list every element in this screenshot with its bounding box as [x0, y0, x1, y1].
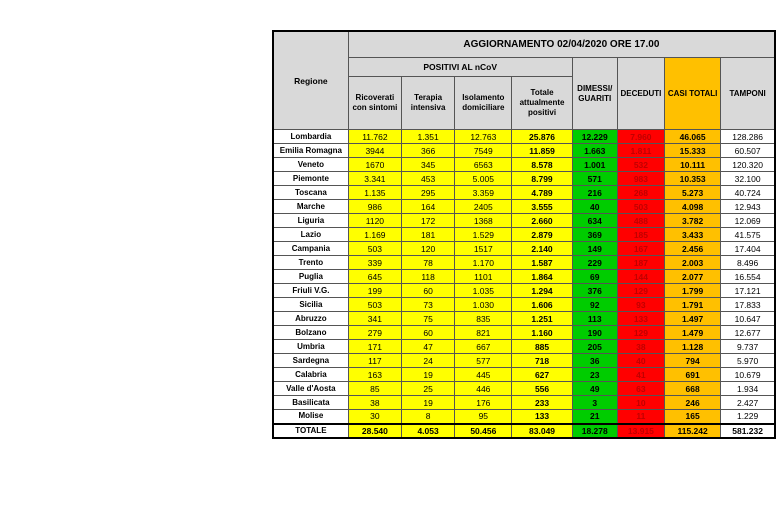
cell-terapia: 78 [402, 256, 455, 270]
table-row [273, 396, 775, 410]
cell-casi: 5.273 [665, 186, 721, 200]
cell-casi: 2.456 [665, 242, 721, 256]
table-row [273, 214, 775, 228]
cell-tamponi: 12.069 [721, 214, 775, 228]
cell-totale: 11.859 [512, 144, 572, 158]
region-name: Calabria [273, 368, 348, 382]
table-row [273, 158, 775, 172]
cell-terapia: 60 [402, 326, 455, 340]
col-header-isolamento: Isolamento domiciliare [455, 77, 512, 130]
region-name: Trento [273, 256, 348, 270]
table-body [273, 130, 775, 424]
cell-totale: 2.140 [512, 242, 572, 256]
totals-row [273, 424, 775, 438]
cell-isolamento: 577 [455, 354, 512, 368]
cell-dimessi: 229 [572, 256, 617, 270]
region-name: Friuli V.G. [273, 284, 348, 298]
cell-casi: 3.782 [665, 214, 721, 228]
col-header-dimessi: DIMESSI/ GUARITI [572, 58, 617, 130]
cell-casi: 165 [665, 410, 721, 424]
cell-deceduti: 983 [617, 172, 664, 186]
cell-casi: 1.799 [665, 284, 721, 298]
cell-tamponi: 2.427 [721, 396, 775, 410]
totals-dimessi: 18.278 [572, 424, 617, 438]
cell-isolamento: 12.763 [455, 130, 512, 144]
cell-dimessi: 205 [572, 340, 617, 354]
cell-dimessi: 113 [572, 312, 617, 326]
cell-casi: 2.003 [665, 256, 721, 270]
cell-totale: 2.879 [512, 228, 572, 242]
cell-totale: 1.251 [512, 312, 572, 326]
region-name: Veneto [273, 158, 348, 172]
cell-dimessi: 190 [572, 326, 617, 340]
cell-ricoverati: 11.762 [348, 130, 401, 144]
cell-deceduti: 7.960 [617, 130, 664, 144]
cell-tamponi: 41.575 [721, 228, 775, 242]
cell-ricoverati: 279 [348, 326, 401, 340]
cell-tamponi: 32.100 [721, 172, 775, 186]
region-name: Toscana [273, 186, 348, 200]
cell-ricoverati: 645 [348, 270, 401, 284]
cell-isolamento: 1101 [455, 270, 512, 284]
col-header-totale-positivi: Totale attualmente positivi [512, 77, 572, 130]
cell-deceduti: 10 [617, 396, 664, 410]
cell-ricoverati: 3.341 [348, 172, 401, 186]
cell-ricoverati: 503 [348, 298, 401, 312]
cell-tamponi: 40.724 [721, 186, 775, 200]
cell-totale: 556 [512, 382, 572, 396]
cell-terapia: 118 [402, 270, 455, 284]
cell-deceduti: 133 [617, 312, 664, 326]
region-name: Basilicata [273, 396, 348, 410]
cell-casi: 4.098 [665, 200, 721, 214]
cell-dimessi: 3 [572, 396, 617, 410]
cell-dimessi: 369 [572, 228, 617, 242]
cell-terapia: 181 [402, 228, 455, 242]
cell-tamponi: 17.121 [721, 284, 775, 298]
cell-deceduti: 532 [617, 158, 664, 172]
cell-terapia: 25 [402, 382, 455, 396]
cell-isolamento: 3.359 [455, 186, 512, 200]
cell-dimessi: 634 [572, 214, 617, 228]
totals-casi: 115.242 [665, 424, 721, 438]
cell-ricoverati: 199 [348, 284, 401, 298]
cell-isolamento: 1.030 [455, 298, 512, 312]
region-name: Umbria [273, 340, 348, 354]
cell-ricoverati: 30 [348, 410, 401, 424]
cell-totale: 233 [512, 396, 572, 410]
cell-casi: 668 [665, 382, 721, 396]
cell-tamponi: 17.833 [721, 298, 775, 312]
cell-casi: 10.353 [665, 172, 721, 186]
totals-totale: 83.049 [512, 424, 572, 438]
region-name: Lazio [273, 228, 348, 242]
cell-casi: 246 [665, 396, 721, 410]
cell-casi: 1.479 [665, 326, 721, 340]
cell-totale: 627 [512, 368, 572, 382]
cell-terapia: 73 [402, 298, 455, 312]
totals-isolamento: 50.456 [455, 424, 512, 438]
cell-dimessi: 1.663 [572, 144, 617, 158]
cell-terapia: 60 [402, 284, 455, 298]
cell-ricoverati: 1.169 [348, 228, 401, 242]
positives-group-header: POSITIVI AL nCoV [348, 58, 572, 77]
table-row [273, 326, 775, 340]
cell-dimessi: 69 [572, 270, 617, 284]
table-row [273, 368, 775, 382]
table-row [273, 130, 775, 144]
cell-tamponi: 5.970 [721, 354, 775, 368]
cell-isolamento: 445 [455, 368, 512, 382]
cell-tamponi: 17.404 [721, 242, 775, 256]
table-row [273, 354, 775, 368]
cell-tamponi: 12.677 [721, 326, 775, 340]
cell-totale: 4.789 [512, 186, 572, 200]
region-name: Sicilia [273, 298, 348, 312]
cell-tamponi: 60.507 [721, 144, 775, 158]
region-name: Emilia Romagna [273, 144, 348, 158]
cell-terapia: 8 [402, 410, 455, 424]
cell-ricoverati: 117 [348, 354, 401, 368]
cell-dimessi: 40 [572, 200, 617, 214]
table-row [273, 270, 775, 284]
cell-isolamento: 5.005 [455, 172, 512, 186]
cell-isolamento: 95 [455, 410, 512, 424]
table-row [273, 144, 775, 158]
cell-casi: 15.333 [665, 144, 721, 158]
cell-dimessi: 21 [572, 410, 617, 424]
cell-dimessi: 49 [572, 382, 617, 396]
cell-ricoverati: 986 [348, 200, 401, 214]
cell-ricoverati: 3944 [348, 144, 401, 158]
col-header-tamponi: TAMPONI [721, 58, 775, 130]
region-name: Molise [273, 410, 348, 424]
col-header-ricoverati: Ricoverati con sintomi [348, 77, 401, 130]
region-name: Marche [273, 200, 348, 214]
cell-isolamento: 667 [455, 340, 512, 354]
cell-tamponi: 10.679 [721, 368, 775, 382]
col-header-casi-totali: CASI TOTALI [665, 58, 721, 130]
cell-casi: 1.128 [665, 340, 721, 354]
cell-isolamento: 1368 [455, 214, 512, 228]
cell-terapia: 75 [402, 312, 455, 326]
cell-terapia: 1.351 [402, 130, 455, 144]
cell-casi: 2.077 [665, 270, 721, 284]
cell-deceduti: 63 [617, 382, 664, 396]
cell-terapia: 120 [402, 242, 455, 256]
cell-dimessi: 149 [572, 242, 617, 256]
cell-totale: 718 [512, 354, 572, 368]
regional-data-table [272, 30, 776, 439]
totals-label: TOTALE [273, 424, 348, 438]
cell-totale: 2.660 [512, 214, 572, 228]
region-name: Campania [273, 242, 348, 256]
cell-tamponi: 128.286 [721, 130, 775, 144]
cell-terapia: 172 [402, 214, 455, 228]
cell-deceduti: 167 [617, 242, 664, 256]
table-row [273, 410, 775, 424]
cell-ricoverati: 163 [348, 368, 401, 382]
region-header: Regione [273, 31, 348, 130]
cell-isolamento: 176 [455, 396, 512, 410]
cell-dimessi: 23 [572, 368, 617, 382]
cell-ricoverati: 171 [348, 340, 401, 354]
cell-casi: 3.433 [665, 228, 721, 242]
cell-isolamento: 835 [455, 312, 512, 326]
group-header-row [273, 58, 775, 77]
cell-deceduti: 1.811 [617, 144, 664, 158]
cell-deceduti: 38 [617, 340, 664, 354]
cell-terapia: 164 [402, 200, 455, 214]
table-row [273, 340, 775, 354]
cell-terapia: 345 [402, 158, 455, 172]
cell-totale: 8.799 [512, 172, 572, 186]
covid-report [272, 30, 776, 436]
cell-casi: 1.497 [665, 312, 721, 326]
cell-casi: 1.791 [665, 298, 721, 312]
region-name: Piemonte [273, 172, 348, 186]
cell-ricoverati: 1.135 [348, 186, 401, 200]
table-row [273, 242, 775, 256]
cell-tamponi: 9.737 [721, 340, 775, 354]
cell-terapia: 19 [402, 368, 455, 382]
table-row [273, 256, 775, 270]
cell-totale: 1.864 [512, 270, 572, 284]
cell-dimessi: 36 [572, 354, 617, 368]
cell-deceduti: 187 [617, 256, 664, 270]
cell-isolamento: 1.529 [455, 228, 512, 242]
cell-terapia: 47 [402, 340, 455, 354]
cell-totale: 1.606 [512, 298, 572, 312]
table-row [273, 298, 775, 312]
cell-ricoverati: 85 [348, 382, 401, 396]
totals-terapia: 4.053 [402, 424, 455, 438]
region-name: Liguria [273, 214, 348, 228]
cell-casi: 691 [665, 368, 721, 382]
col-header-deceduti: DECEDUTI [617, 58, 664, 130]
cell-terapia: 24 [402, 354, 455, 368]
cell-tamponi: 8.496 [721, 256, 775, 270]
cell-tamponi: 12.943 [721, 200, 775, 214]
table-row [273, 186, 775, 200]
cell-totale: 8.578 [512, 158, 572, 172]
cell-totale: 25.876 [512, 130, 572, 144]
cell-deceduti: 11 [617, 410, 664, 424]
table-row [273, 284, 775, 298]
report-title: AGGIORNAMENTO 02/04/2020 ORE 17.00 [348, 31, 775, 58]
region-name: Puglia [273, 270, 348, 284]
cell-isolamento: 7549 [455, 144, 512, 158]
table-row [273, 200, 775, 214]
cell-ricoverati: 341 [348, 312, 401, 326]
cell-deceduti: 488 [617, 214, 664, 228]
region-name: Bolzano [273, 326, 348, 340]
cell-isolamento: 1517 [455, 242, 512, 256]
cell-deceduti: 93 [617, 298, 664, 312]
cell-ricoverati: 503 [348, 242, 401, 256]
cell-dimessi: 216 [572, 186, 617, 200]
cell-casi: 46.065 [665, 130, 721, 144]
cell-isolamento: 446 [455, 382, 512, 396]
cell-tamponi: 16.554 [721, 270, 775, 284]
cell-ricoverati: 339 [348, 256, 401, 270]
region-name: Valle d'Aosta [273, 382, 348, 396]
region-name: Lombardia [273, 130, 348, 144]
cell-dimessi: 571 [572, 172, 617, 186]
cell-deceduti: 268 [617, 186, 664, 200]
cell-totale: 1.160 [512, 326, 572, 340]
cell-terapia: 295 [402, 186, 455, 200]
cell-deceduti: 185 [617, 228, 664, 242]
totals-deceduti: 13.915 [617, 424, 664, 438]
region-name: Sardegna [273, 354, 348, 368]
table-row [273, 228, 775, 242]
cell-dimessi: 92 [572, 298, 617, 312]
cell-ricoverati: 1670 [348, 158, 401, 172]
cell-totale: 885 [512, 340, 572, 354]
cell-isolamento: 2405 [455, 200, 512, 214]
cell-deceduti: 129 [617, 326, 664, 340]
cell-totale: 1.294 [512, 284, 572, 298]
cell-isolamento: 821 [455, 326, 512, 340]
cell-deceduti: 129 [617, 284, 664, 298]
col-header-terapia: Terapia intensiva [402, 77, 455, 130]
cell-deceduti: 41 [617, 368, 664, 382]
totals-ricoverati: 28.540 [348, 424, 401, 438]
cell-deceduti: 144 [617, 270, 664, 284]
cell-tamponi: 10.647 [721, 312, 775, 326]
table-row [273, 382, 775, 396]
cell-dimessi: 12.229 [572, 130, 617, 144]
cell-tamponi: 120.320 [721, 158, 775, 172]
cell-totale: 1.587 [512, 256, 572, 270]
cell-ricoverati: 1120 [348, 214, 401, 228]
cell-tamponi: 1.934 [721, 382, 775, 396]
cell-isolamento: 6563 [455, 158, 512, 172]
title-row [273, 31, 775, 58]
table-row [273, 172, 775, 186]
cell-terapia: 19 [402, 396, 455, 410]
cell-dimessi: 376 [572, 284, 617, 298]
cell-totale: 133 [512, 410, 572, 424]
table-row [273, 312, 775, 326]
cell-terapia: 366 [402, 144, 455, 158]
region-name: Abruzzo [273, 312, 348, 326]
cell-isolamento: 1.035 [455, 284, 512, 298]
cell-dimessi: 1.001 [572, 158, 617, 172]
cell-ricoverati: 38 [348, 396, 401, 410]
cell-totale: 3.555 [512, 200, 572, 214]
cell-isolamento: 1.170 [455, 256, 512, 270]
totals-tamponi: 581.232 [721, 424, 775, 438]
cell-deceduti: 503 [617, 200, 664, 214]
cell-casi: 10.111 [665, 158, 721, 172]
cell-casi: 794 [665, 354, 721, 368]
cell-tamponi: 1.229 [721, 410, 775, 424]
cell-terapia: 453 [402, 172, 455, 186]
cell-deceduti: 40 [617, 354, 664, 368]
